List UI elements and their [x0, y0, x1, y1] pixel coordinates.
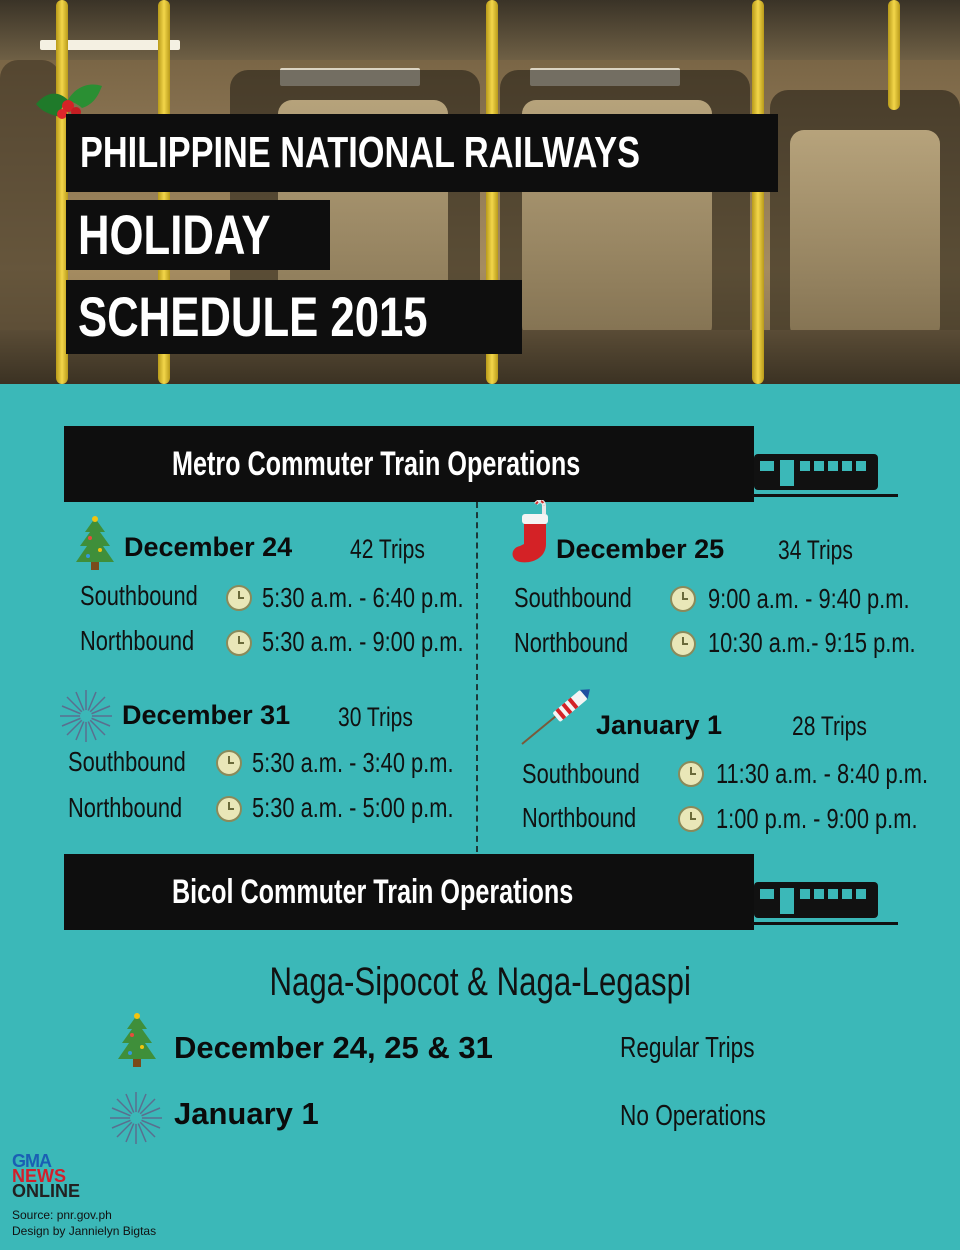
southbound-time: 5:30 a.m. - 3:40 p.m. [252, 747, 454, 778]
schedule-date: December 31 [122, 700, 291, 730]
northbound-label: Northbound [514, 627, 629, 658]
southbound-time: 5:30 a.m. - 6:40 p.m. [262, 582, 464, 613]
train-icon [752, 880, 898, 928]
southbound-label: Southbound [522, 758, 640, 789]
stocking-icon [508, 500, 554, 566]
bicol-status: Regular Trips [620, 1032, 755, 1064]
christmas-tree-icon [116, 1012, 158, 1070]
southbound-time: 11:30 a.m. - 8:40 p.m. [716, 758, 929, 789]
train-icon [752, 452, 898, 500]
title-line-2: HOLIDAY [66, 200, 330, 270]
designer-credit: Design by Jannielyn Bigtas [12, 1224, 157, 1238]
firework-burst-icon [108, 1090, 164, 1146]
trip-count: 42 Trips [350, 534, 425, 564]
northbound-time: 1:00 p.m. - 9:00 p.m. [716, 803, 918, 834]
clock-icon [678, 806, 704, 832]
christmas-tree-icon [74, 516, 116, 572]
bicol-route: Naga-Sipocot & Naga-Legaspi [269, 960, 691, 1004]
clock-icon [226, 585, 252, 611]
source-credit: Source: pnr.gov.ph [12, 1208, 112, 1222]
clock-icon [216, 796, 242, 822]
metro-section-header: Metro Commuter Train Operations [64, 426, 754, 502]
clock-icon [670, 586, 696, 612]
bicol-section-header: Bicol Commuter Train Operations [64, 854, 754, 930]
schedule-date: December 25 [556, 534, 725, 564]
rocket-icon [518, 688, 592, 746]
northbound-time: 10:30 a.m.- 9:15 p.m. [708, 627, 916, 658]
title-line-3: SCHEDULE 2015 [66, 280, 522, 354]
northbound-label: Northbound [80, 625, 195, 656]
firework-burst-icon [58, 688, 114, 744]
title-line-1: PHILIPPINE NATIONAL RAILWAYS [66, 114, 778, 192]
northbound-label: Northbound [522, 802, 637, 833]
clock-icon [226, 630, 252, 656]
southbound-label: Southbound [80, 580, 198, 611]
gma-news-online-logo: GMA NEWS ONLINE [12, 1151, 81, 1201]
northbound-time: 5:30 a.m. - 5:00 p.m. [252, 792, 454, 823]
schedule-date: December 24 [124, 532, 293, 562]
trip-count: 28 Trips [792, 711, 867, 741]
trip-count: 34 Trips [778, 535, 853, 565]
southbound-time: 9:00 a.m. - 9:40 p.m. [708, 583, 910, 614]
bicol-date: January 1 [174, 1096, 319, 1131]
clock-icon [678, 761, 704, 787]
northbound-label: Northbound [68, 792, 183, 823]
southbound-label: Southbound [68, 746, 186, 777]
bicol-date: December 24, 25 & 31 [174, 1030, 493, 1065]
trip-count: 30 Trips [338, 702, 413, 732]
southbound-label: Southbound [514, 582, 632, 613]
northbound-time: 5:30 a.m. - 9:00 p.m. [262, 626, 464, 657]
clock-icon [216, 750, 242, 776]
bicol-status: No Operations [620, 1100, 766, 1132]
schedule-date: January 1 [596, 710, 723, 740]
clock-icon [670, 631, 696, 657]
